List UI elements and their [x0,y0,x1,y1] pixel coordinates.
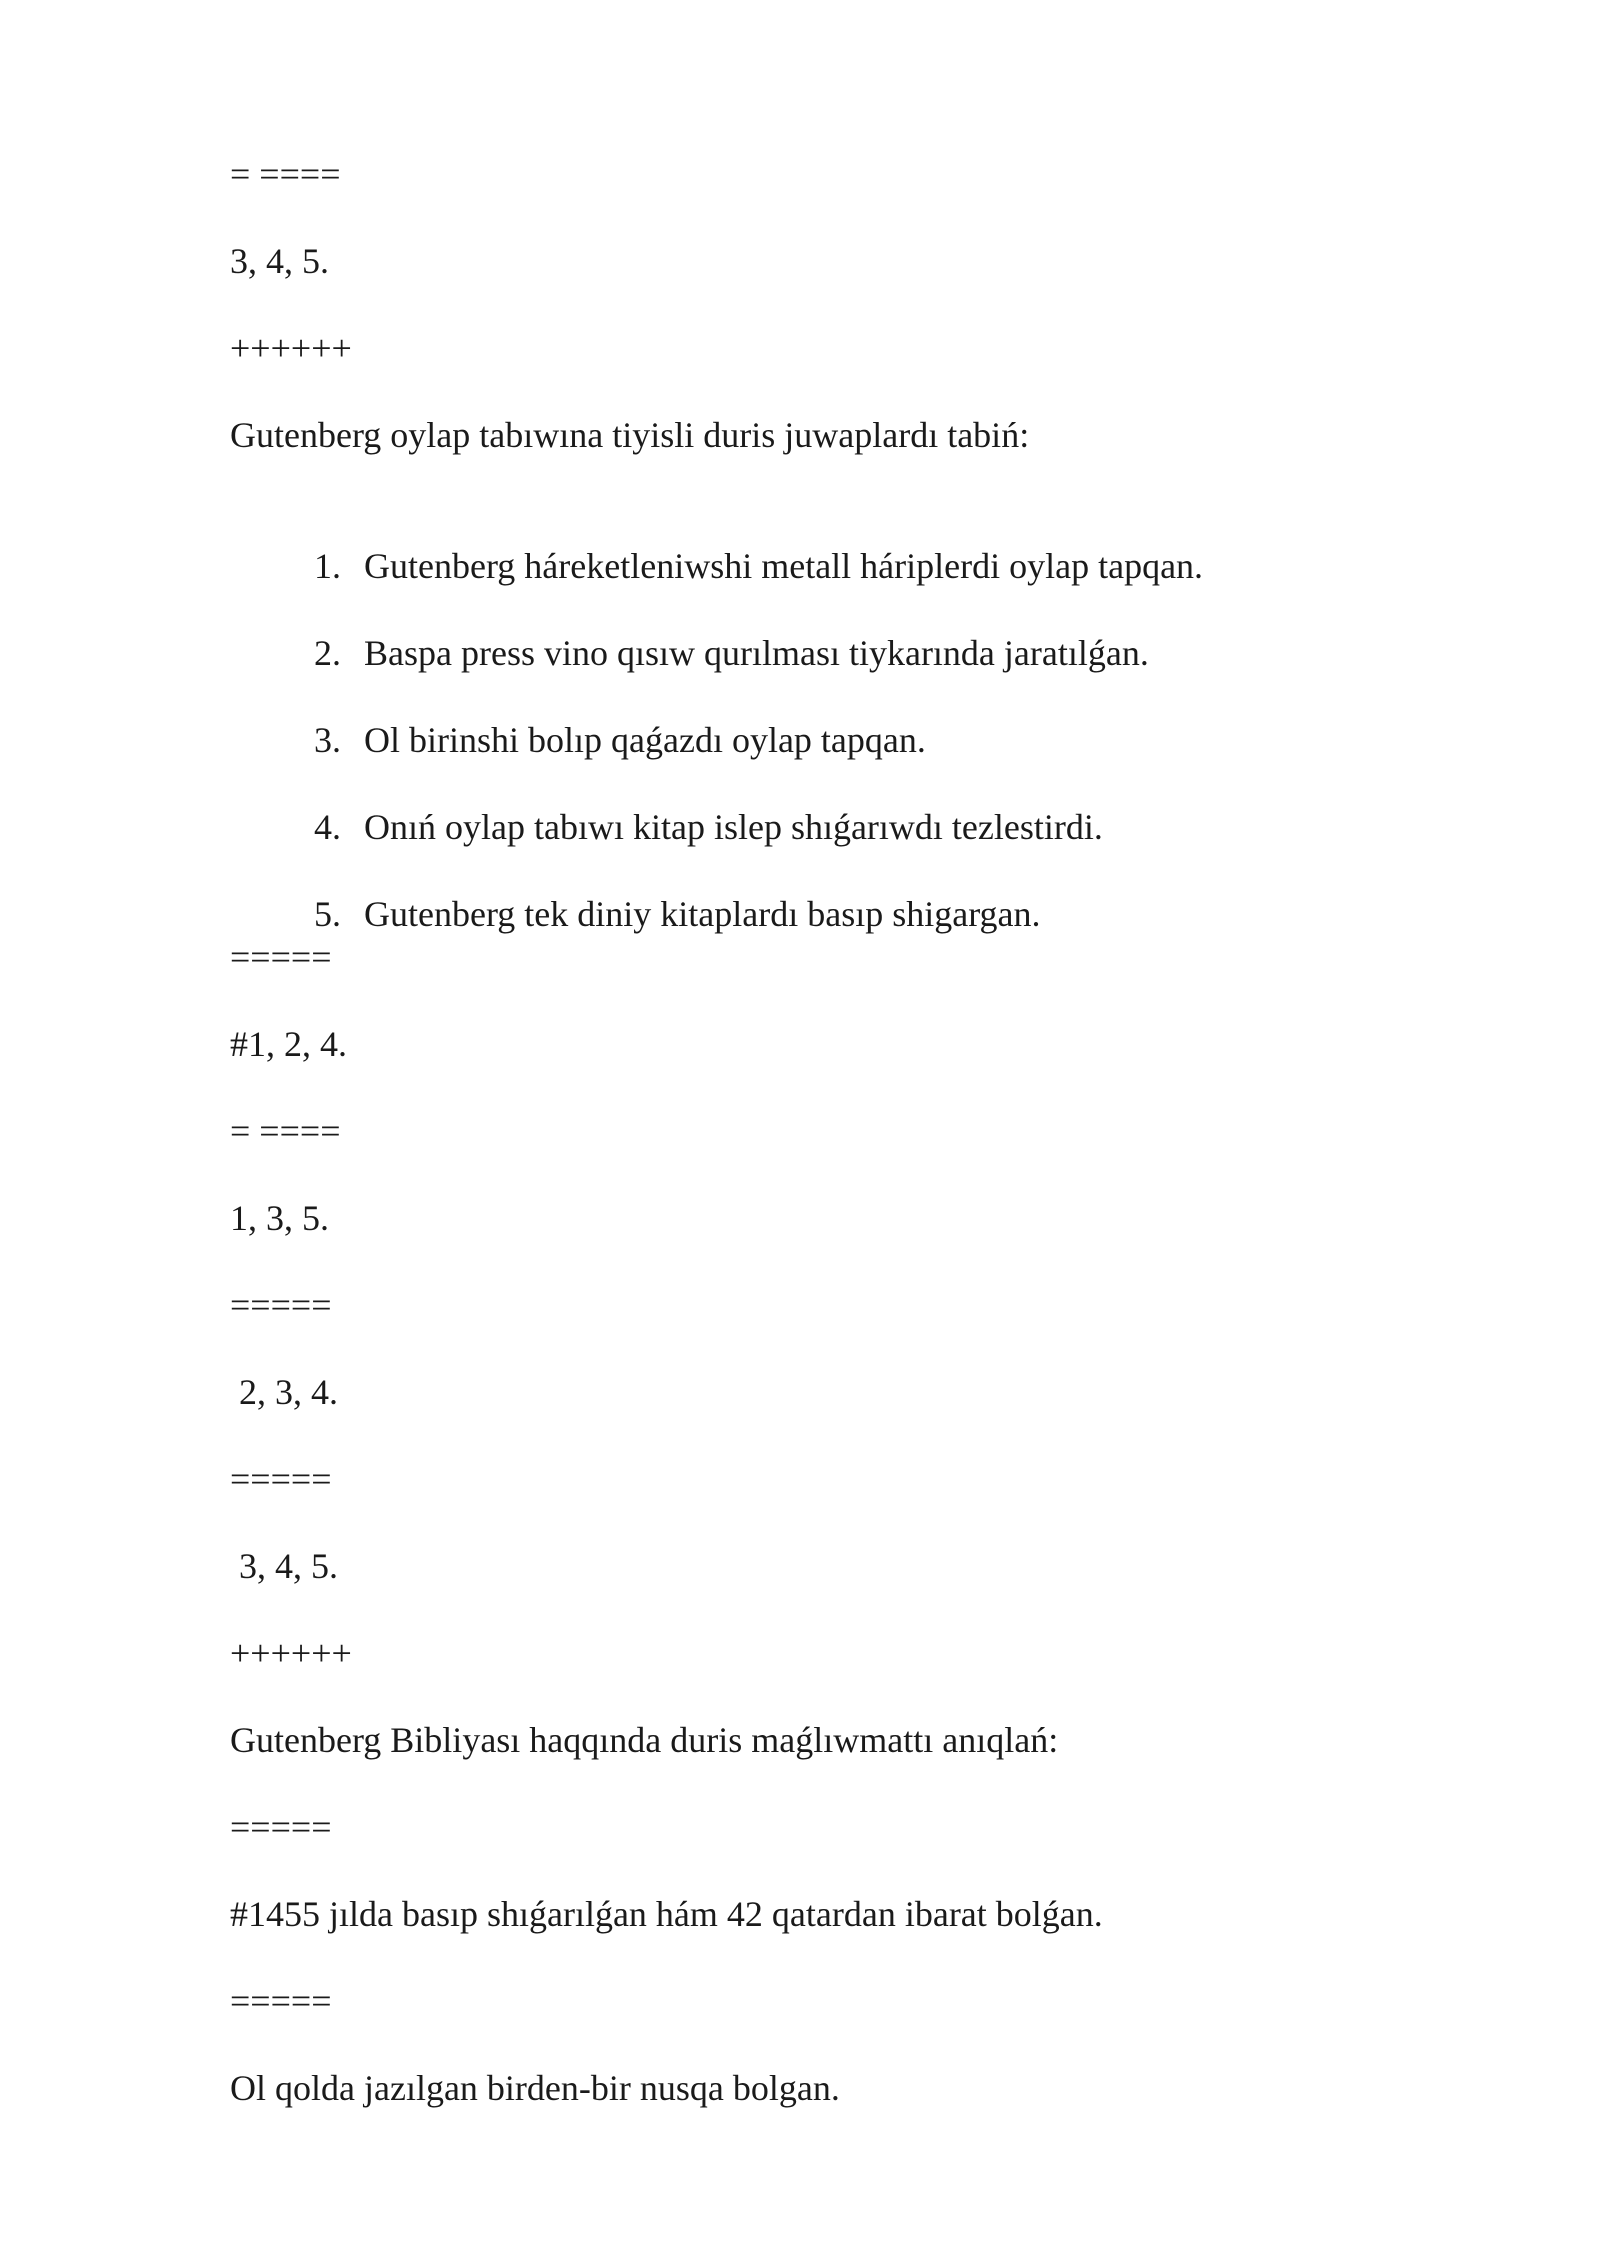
statement-text: Onıń oylap tabıwı kitap islep shıǵarıwdı tezlestirdi. [364,807,1103,847]
answer-option: 1, 3, 5. [230,1198,329,1238]
statement-number: 4. [314,807,341,847]
separator-line: = ==== [230,1111,341,1151]
statement-item [278,848,1041,980]
separator-line: ===== [230,1285,332,1325]
question-text: Gutenberg oylap tabıwına tiyisli duris juwaplardı tabiń: [230,415,1030,455]
statement-number: 5. [314,894,341,934]
question-separator: ++++++ [230,1633,352,1673]
statement-number: 3. [314,720,341,760]
statement-text: Ol birinshi bolıp qaǵazdı oylap tapqan. [364,720,926,760]
answer-option: Ol qolda jazılgan birden-bir nusqa bolgan. [230,2068,840,2108]
statement-text: Gutenberg tek diniy kitaplardı basıp shigargan. [364,894,1041,934]
separator-line: ===== [230,1981,332,2021]
question-separator: ++++++ [230,328,352,368]
statement-number: 1. [314,546,341,586]
answer-option: 2, 3, 4. [239,1372,338,1412]
correct-answer-option: #1455 jılda basıp shıǵarılǵan hám 42 qatardan ibarat bolǵan. [230,1894,1103,1934]
separator-line: ===== [230,1807,332,1847]
statement-number: 2. [314,633,341,673]
separator-line: ===== [230,937,332,977]
answer-option: 3, 4, 5. [230,241,329,281]
statement-text: Gutenberg háreketleniwshi metall háriplerdi oylap tapqan. [364,546,1204,586]
question-text: Gutenberg Bibliyası haqqında duris maǵlıwmattı anıqlań: [230,1720,1059,1760]
statement-text: Baspa press vino qısıw qurılması tiykarında jaratılǵan. [364,633,1149,673]
separator-line: ===== [230,1459,332,1499]
correct-answer-option: #1, 2, 4. [230,1024,347,1064]
answer-option: 3, 4, 5. [239,1546,338,1586]
separator-line: = ==== [230,154,341,194]
